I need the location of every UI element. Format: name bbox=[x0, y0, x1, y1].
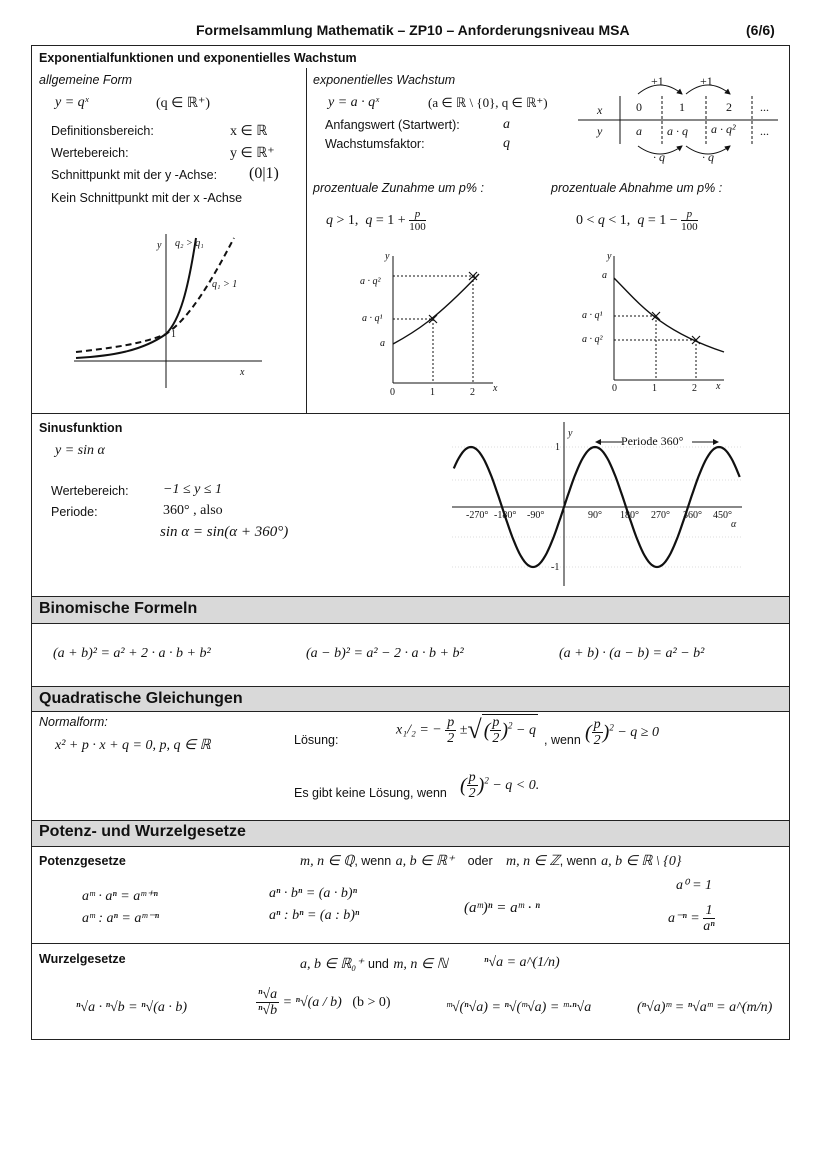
g3-t1: 1 bbox=[652, 383, 657, 394]
sine-period-annotation: Periode 360° bbox=[621, 434, 684, 448]
range-label: Wertebereich: bbox=[51, 146, 129, 160]
sine-section-title: Sinusfunktion bbox=[39, 421, 123, 435]
graph-exp-increase bbox=[375, 250, 500, 400]
table-x-0: 0 bbox=[636, 100, 642, 114]
y-intercept-label: Schnittpunkt mit der y -Achse: bbox=[51, 168, 218, 182]
table-x-label: x bbox=[597, 103, 603, 117]
power-rule-3: aⁿ · bⁿ = (a · b)ⁿ bbox=[269, 886, 357, 901]
power-rule-6: a⁰ = 1 bbox=[676, 878, 713, 893]
table-y-2: a · q² bbox=[711, 122, 736, 136]
sine-one: 1 bbox=[555, 442, 560, 453]
decrease-condition: 0 < q < 1, q = 1 − $\frac{p}{100}$ bbox=[576, 208, 698, 234]
growth-table bbox=[578, 72, 783, 170]
g2-t0: 0 bbox=[390, 387, 395, 398]
pq-when: , wenn bbox=[544, 733, 581, 747]
g1-y-label: y bbox=[157, 240, 162, 251]
power-root-header: Potenz- und Wurzelgesetze bbox=[39, 823, 246, 840]
sine-alpha: α bbox=[731, 519, 737, 530]
pq-formula: x₁/₂ = − $\frac{p}{2}$ ±√ ( $\frac{p}{2}$ )$^2$ − q bbox=[396, 714, 536, 747]
quadratic-header: Quadratische Gleichungen bbox=[39, 690, 243, 707]
binomial-header: Binomische Formeln bbox=[39, 600, 198, 617]
root-rule-3: ᵐ√(ⁿ√a) = ⁿ√(ᵐ√a) = ᵐ·ⁿ√a bbox=[446, 1000, 592, 1015]
power-laws-condition: m, n ∈ ℚ, wenn a, b ∈ ℝ⁺ oder m, n ∈ ℤ, wenn a, b ∈ ℝ \ {0} bbox=[300, 854, 682, 869]
power-rule-2: aᵐ : aⁿ = aᵐ⁻ⁿ bbox=[82, 911, 159, 926]
g2-a: a bbox=[380, 338, 385, 349]
general-form-condition: (q ∈ ℝ⁺) bbox=[156, 96, 210, 111]
growth-equation: y = a · qˣ bbox=[328, 95, 380, 110]
general-form-equation: y = qˣ bbox=[55, 95, 89, 110]
growth-factor: q bbox=[503, 136, 510, 151]
sine-range-label: Wertebereich: bbox=[51, 484, 129, 498]
g3-aq2: a · q² bbox=[582, 334, 603, 345]
growth-factor-label: Wachstumsfaktor: bbox=[325, 137, 425, 151]
normal-form-label: Normalform: bbox=[39, 715, 108, 729]
g3-t2: 2 bbox=[692, 383, 697, 394]
root-rule-1: ⁿ√a · ⁿ√b = ⁿ√(a · b) bbox=[76, 1000, 188, 1015]
sine-tick-m180: -180° bbox=[494, 510, 517, 521]
g1-q1-label: q₁ > 1 bbox=[212, 279, 238, 290]
root-definition: ⁿ√a = a^(1/n) bbox=[484, 955, 560, 970]
start-value-label: Anfangswert (Startwert): bbox=[325, 118, 460, 132]
range-value: y ∈ ℝ⁺ bbox=[230, 146, 275, 161]
no-solution-label: Es gibt keine Lösung, wenn bbox=[294, 786, 447, 800]
growth-condition: (a ∈ ℝ \ {0}, q ∈ ℝ⁺) bbox=[428, 95, 548, 110]
g3-t0: 0 bbox=[612, 383, 617, 394]
g3-a: a bbox=[602, 270, 607, 281]
power-rule-7: a⁻ⁿ = $\frac{1}{\text{aⁿ}}$ bbox=[668, 903, 715, 935]
root-laws-condition: a, b ∈ ℝ₀⁺ und m, n ∈ ℕ bbox=[300, 957, 448, 972]
sine-tick-450: 450° bbox=[713, 510, 732, 521]
g1-one: 1 bbox=[171, 329, 176, 340]
growth-title: exponentielles Wachstum bbox=[313, 73, 456, 87]
g3-x-label: x bbox=[716, 381, 721, 392]
sine-equation: y = sin α bbox=[55, 443, 105, 458]
binomial-formula-1: (a + b)² = a² + 2 · a · b + b² bbox=[53, 646, 211, 661]
binomial-formula-3: (a + b) · (a − b) = a² − b² bbox=[559, 646, 705, 661]
no-x-intercept: Kein Schnittpunkt mit der x -Achse bbox=[51, 191, 243, 205]
pq-condition: ( $\frac{p}{2}$ )$^2$ − q ≥ 0 bbox=[585, 717, 659, 749]
sine-tick-m270: -270° bbox=[466, 510, 489, 521]
root-rule-4: (ⁿ√a)ᵐ = ⁿ√aᵐ = a^(m/n) bbox=[637, 1000, 773, 1015]
page-title: Formelsammlung Mathematik – ZP10 – Anforderungsniveau MSA bbox=[196, 22, 630, 38]
increase-label: prozentuale Zunahme um p% : bbox=[313, 181, 484, 195]
sine-period-label: Periode: bbox=[51, 505, 98, 519]
table-bottom-op-1: · q bbox=[653, 150, 665, 164]
sine-tick-180: 180° bbox=[620, 510, 639, 521]
g3-aq1: a · q¹ bbox=[582, 310, 603, 321]
sine-range-value: −1 ≤ y ≤ 1 bbox=[163, 482, 223, 497]
sine-tick-270: 270° bbox=[651, 510, 670, 521]
sine-graph bbox=[452, 420, 744, 590]
graph-exp-decrease bbox=[598, 252, 730, 392]
domain-label: Definitionsbereich: bbox=[51, 124, 154, 138]
power-laws-subtitle: Potenzgesetze bbox=[39, 854, 126, 868]
root-laws-subtitle: Wurzelgesetze bbox=[39, 952, 126, 966]
domain-value: x ∈ ℝ bbox=[230, 124, 268, 139]
table-x-1: 1 bbox=[679, 100, 685, 114]
y-intercept-value: (0|1) bbox=[249, 165, 279, 182]
table-top-op-2: +1 bbox=[700, 74, 713, 88]
decrease-label: prozentuale Abnahme um p% : bbox=[551, 181, 723, 195]
table-y-label: y bbox=[597, 124, 603, 138]
sine-period-value: 360° , also bbox=[163, 503, 223, 518]
binomial-formula-2: (a − b)² = a² − 2 · a · b + b² bbox=[306, 646, 464, 661]
table-y-3: ... bbox=[760, 124, 769, 138]
table-x-3: ... bbox=[760, 100, 769, 114]
g2-x-label: x bbox=[493, 383, 498, 394]
sine-y-label: y bbox=[568, 428, 573, 439]
normal-form-equation: x² + p · x + q = 0, p, q ∈ ℝ bbox=[55, 738, 211, 753]
root-rule-2: $\frac{\text{ⁿ√a}}{\text{ⁿ√b}}$ = ⁿ√(a / b) (b > 0) bbox=[258, 987, 391, 1019]
general-form-label: allgemeine Form bbox=[39, 73, 133, 87]
power-rule-1: aᵐ · aⁿ = aᵐ⁺ⁿ bbox=[82, 889, 158, 904]
table-bottom-op-2: · q bbox=[702, 150, 714, 164]
g2-t1: 1 bbox=[430, 387, 435, 398]
g3-y-label: y bbox=[607, 251, 612, 262]
sine-tick-360: 360° bbox=[683, 510, 702, 521]
g1-x-label: x bbox=[240, 367, 245, 378]
exp-section-title: Exponentialfunktionen und exponentielles Wachstum bbox=[39, 51, 357, 65]
g2-y-label: y bbox=[385, 251, 390, 262]
table-x-2: 2 bbox=[726, 100, 732, 114]
table-y-0: a bbox=[636, 124, 642, 138]
solution-label: Lösung: bbox=[294, 733, 339, 747]
g2-t2: 2 bbox=[470, 387, 475, 398]
power-rule-5: (aᵐ)ⁿ = aᵐ · ⁿ bbox=[464, 900, 540, 916]
power-rule-4: aⁿ : bⁿ = (a : b)ⁿ bbox=[269, 908, 360, 923]
sine-minus-one: -1 bbox=[551, 562, 560, 573]
g1-q2-label: q₂ > q₁ bbox=[175, 238, 204, 249]
g2-aq1: a · q¹ bbox=[362, 313, 383, 324]
no-solution-condition: ( $\frac{p}{2}$ )$^2$ − q < 0. bbox=[460, 770, 540, 802]
sine-tick-90: 90° bbox=[588, 510, 602, 521]
table-y-1: a · q bbox=[667, 124, 688, 138]
start-value: a bbox=[503, 117, 510, 132]
sine-tick-m90: -90° bbox=[527, 510, 545, 521]
sine-period-equation: sin α = sin(α + 360°) bbox=[160, 524, 289, 540]
table-top-op-1: +1 bbox=[651, 74, 664, 88]
page-number: (6/6) bbox=[746, 22, 775, 38]
g2-aq2: a · q² bbox=[360, 276, 381, 287]
increase-condition: q > 1, q = 1 + $\frac{p}{100}$ bbox=[326, 208, 426, 234]
